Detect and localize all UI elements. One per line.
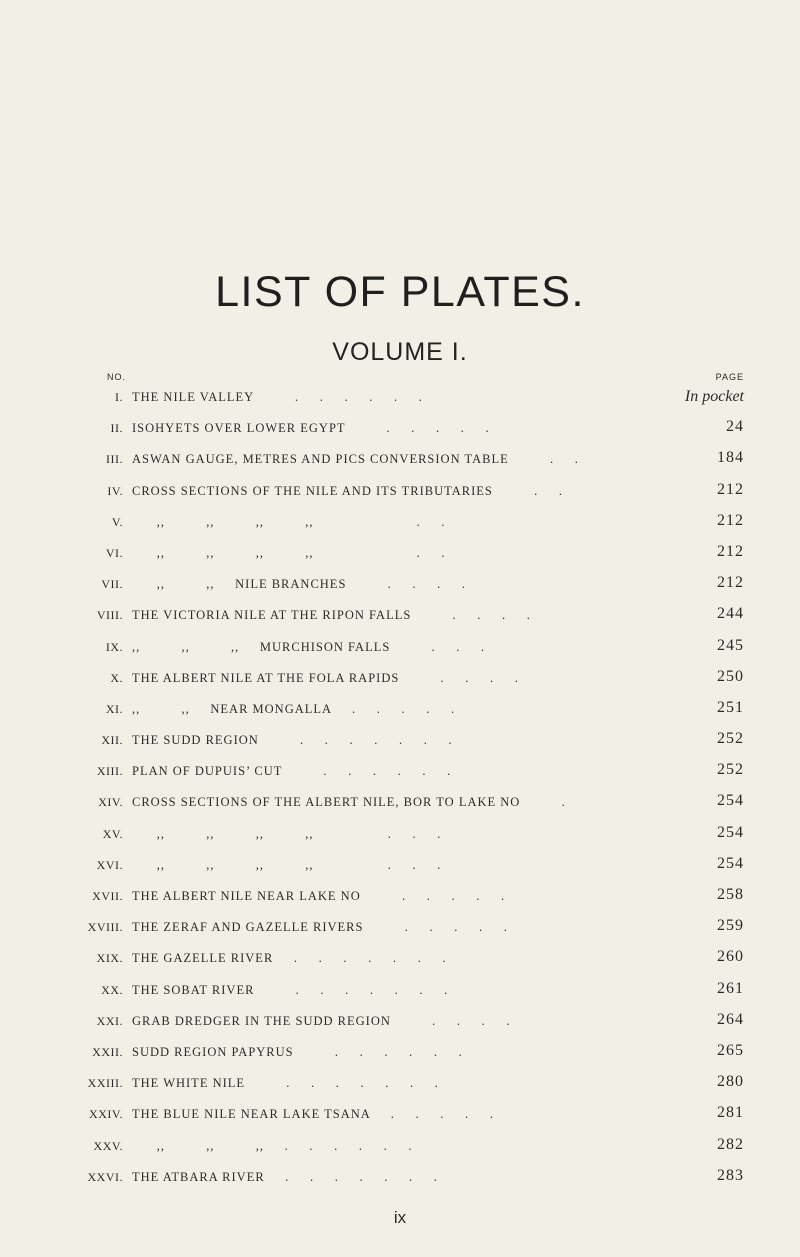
plate-title: ,, ,, ,, MURCHISON FALLS . . .	[132, 639, 486, 654]
plate-number: II.	[110, 421, 123, 436]
plate-title: THE ZERAF AND GAZELLE RIVERS . . . . .	[132, 920, 508, 935]
plate-page: 254	[717, 792, 744, 810]
list-item	[0, 698, 800, 729]
list-item	[0, 1010, 800, 1041]
plate-title: ,, ,, ,, . . . . . .	[132, 1138, 413, 1153]
list-item	[0, 1041, 800, 1072]
plate-number: III.	[106, 452, 123, 467]
plate-page: 254	[717, 854, 744, 872]
plate-page: 259	[717, 917, 744, 935]
plate-number: X.	[110, 670, 123, 685]
plate-page: 254	[717, 823, 744, 841]
plate-number: XXIV.	[89, 1107, 123, 1122]
list-item	[0, 916, 800, 947]
plate-page: 283	[717, 1166, 744, 1184]
plate-number: XXIII.	[87, 1076, 123, 1091]
list-item	[0, 1166, 800, 1197]
list-item	[0, 760, 800, 791]
plate-number: XXI.	[96, 1013, 123, 1028]
list-item	[0, 791, 800, 822]
plate-number: XXII.	[92, 1044, 123, 1059]
plate-page: 261	[717, 979, 744, 997]
page-title: LIST OF PLATES.	[215, 268, 585, 316]
page-folio: ix	[393, 1208, 407, 1227]
plate-page: 280	[717, 1073, 744, 1091]
list-item	[0, 947, 800, 978]
plate-page: 265	[717, 1041, 744, 1059]
plate-number: VII.	[101, 577, 123, 592]
plate-number: V.	[111, 514, 123, 529]
plate-title: GRAB DREDGER IN THE SUDD REGION . . . .	[132, 1013, 511, 1028]
plate-number: XIV.	[98, 795, 123, 810]
plate-title: ,, ,, ,, ,, . .	[132, 545, 446, 560]
plate-title: THE ATBARA RIVER . . . . . . .	[132, 1169, 438, 1184]
list-item	[0, 729, 800, 760]
volume-heading: VOLUME I.	[332, 338, 468, 366]
plate-title: ,, ,, NEAR MONGALLA . . . . .	[132, 701, 456, 716]
plate-number: IV.	[107, 483, 123, 498]
plate-title: SUDD REGION PAPYRUS . . . . . .	[132, 1044, 463, 1059]
plate-page: 258	[717, 886, 744, 903]
column-header-no: NO.	[107, 372, 127, 382]
plate-title: ,, ,, NILE BRANCHES . . . .	[132, 577, 467, 592]
plate-page: 282	[717, 1135, 744, 1153]
plate-page: 212	[717, 574, 744, 592]
plate-title: THE NILE VALLEY . . . . . .	[132, 390, 423, 404]
plate-page: 212	[717, 511, 744, 529]
list-item	[0, 854, 800, 885]
plate-title: CROSS SECTIONS OF THE NILE AND ITS TRIBUTARIES . .	[132, 483, 564, 498]
plate-page: 281	[717, 1104, 744, 1122]
plate-page: 245	[717, 636, 744, 654]
list-item	[0, 604, 800, 635]
plate-title: ,, ,, ,, ,, . . .	[132, 857, 442, 872]
plate-number: XVIII.	[87, 920, 123, 935]
list-item	[0, 885, 800, 916]
plate-page: 212	[717, 542, 744, 560]
plates-list	[0, 386, 800, 1197]
plate-title: PLAN OF DUPUIS’ CUT . . . . . .	[132, 764, 452, 779]
plate-number: XXV.	[93, 1138, 123, 1153]
plate-title: THE BLUE NILE NEAR LAKE TSANA . . . . .	[132, 1107, 494, 1122]
plate-page: In pocket	[684, 388, 744, 405]
list-item	[0, 448, 800, 479]
plate-title: THE ALBERT NILE NEAR LAKE NO . . . . .	[132, 889, 506, 903]
plate-page: 251	[717, 698, 744, 716]
plate-number: XII.	[101, 733, 123, 748]
list-item	[0, 636, 800, 667]
plate-number: XV.	[102, 826, 123, 841]
plate-number: XX.	[101, 982, 123, 997]
list-item	[0, 573, 800, 604]
list-item	[0, 386, 800, 417]
plate-title: ,, ,, ,, ,, . . .	[132, 826, 442, 841]
plate-title: THE GAZELLE RIVER . . . . . . .	[132, 951, 447, 966]
list-item	[0, 823, 800, 854]
list-item	[0, 542, 800, 573]
plate-number: IX.	[105, 639, 123, 654]
list-item	[0, 667, 800, 698]
plate-number: XIX.	[96, 951, 123, 966]
plate-number: XVII.	[92, 889, 123, 903]
plate-page: 250	[717, 667, 744, 685]
plate-number: XI.	[105, 701, 123, 716]
plate-title: THE ALBERT NILE AT THE FOLA RAPIDS . . . .	[132, 670, 519, 685]
plate-page: 212	[717, 480, 744, 498]
plate-number: I.	[115, 390, 123, 404]
list-item	[0, 979, 800, 1010]
plate-title: CROSS SECTIONS OF THE ALBERT NILE, BOR TO LAKE NO .	[132, 795, 566, 810]
plate-page: 184	[717, 449, 744, 467]
list-item	[0, 1072, 800, 1103]
plate-title: THE SUDD REGION . . . . . . .	[132, 733, 453, 748]
plate-title: THE WHITE NILE . . . . . . .	[132, 1076, 439, 1091]
plate-page: 252	[717, 761, 744, 779]
plate-title: ,, ,, ,, ,, . .	[132, 514, 446, 529]
column-header-page: PAGE	[715, 372, 744, 382]
list-item	[0, 511, 800, 542]
plate-page: 252	[717, 730, 744, 748]
list-item	[0, 1135, 800, 1166]
plate-title: ASWAN GAUGE, METRES AND PICS CONVERSION TABLE . .	[132, 452, 579, 467]
plate-title: ISOHYETS OVER LOWER EGYPT . . . . .	[132, 421, 490, 436]
plate-page: 244	[717, 605, 744, 623]
plate-title: THE VICTORIA NILE AT THE RIPON FALLS . . . .	[132, 608, 531, 623]
list-item	[0, 480, 800, 511]
plate-number: XIII.	[96, 764, 123, 779]
plate-number: XXVI.	[87, 1169, 123, 1184]
plate-page: 24	[726, 418, 744, 436]
plate-title: THE SOBAT RIVER . . . . . . .	[132, 982, 449, 997]
plate-number: VI.	[105, 545, 123, 560]
list-item	[0, 1103, 800, 1134]
plate-number: XVI.	[96, 857, 123, 872]
list-item	[0, 417, 800, 448]
plate-page: 264	[717, 1010, 744, 1028]
plate-number: VIII.	[96, 608, 123, 623]
plate-page: 260	[717, 948, 744, 966]
